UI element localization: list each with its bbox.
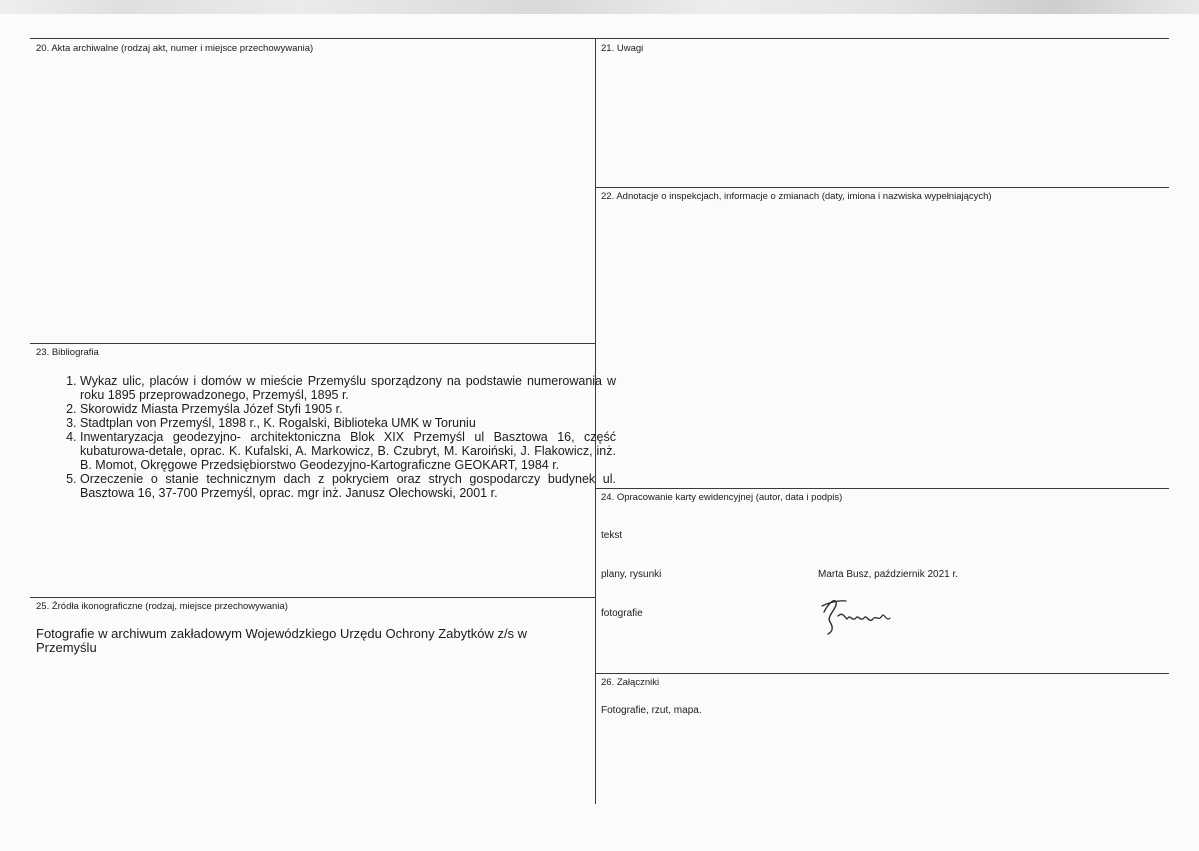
rule-20-23 [30, 343, 595, 344]
iconographic-sources-text: Fotografie w archiwum zakładowym Wojewódzkiego Urzędu Ochrony Zabytków z/s w Przemyślu [36, 626, 528, 655]
scan-shadow [0, 0, 1199, 14]
section-22-label: 22. Adnotacje o inspekcjach, informacje o zmianach (daty, imiona i nazwiska wypełniających) [601, 191, 992, 202]
section-24-label: 24. Opracowanie karty ewidencyjnej (autor, data i podpis) [601, 492, 843, 503]
bibliography-item: 5. Orzeczenie o stanie technicznym dach z pokryciem oraz strych gospodarczy budynek ul. Basztowa 16, 37-700 Przemyśl, oprac. mgr inż. Janusz Olechowski, 2001 r. [80, 472, 616, 500]
tekst-label: tekst [601, 530, 623, 541]
top-rule [30, 38, 1169, 39]
attachments-text: Fotografie, rzut, mapa. [601, 705, 702, 716]
bibliography-item: 3. Stadtplan von Przemyśl, 1898 r., K. Rogalski, Biblioteka UMK w Toruniu [80, 416, 616, 430]
section-26-label: 26. Załączniki [601, 677, 660, 688]
section-25-label: 25. Źródła ikonograficzne (rodzaj, miejsce przechowywania) [36, 601, 288, 612]
section-23-label: 23. Bibliografia [36, 347, 99, 358]
bibliography-item: 4. Inwentaryzacja geodezyjno- architektoniczna Blok XIX Przemyśl ul Basztowa 16, część kubaturowa-detale, oprac. K. Kufalski, A. Markowicz, B. Czubryt, M. Karoiński, J. Flakowicz, inż. B. Momot, Okręgowe Przedsiębiorstwo Geodezyjno-Kartograficzne GEOKART, 1984 r. [80, 430, 616, 472]
rule-24-26 [595, 673, 1169, 674]
section-21-label: 21. Uwagi [601, 43, 644, 54]
section-20-label: 20. Akta archiwalne (rodzaj akt, numer i miejsce przechowywania) [36, 43, 314, 54]
bibliography-item: 2. Skorowidz Miasta Przemyśla Józef Styfi 1905 r. [80, 402, 616, 416]
rule-23-25 [30, 597, 595, 598]
bibliography-item: 1. Wykaz ulic, placów i domów w mieście Przemyślu sporządzony na podstawie numerowania w roku 1895 przeprowadzonego, Przemyśl, 1895 r. [80, 374, 616, 402]
author-date: Marta Busz, październik 2021 r. [818, 569, 959, 580]
bibliography-list [54, 374, 616, 500]
rule-21-22 [595, 187, 1169, 188]
handwritten-signature [818, 592, 894, 636]
plany-label: plany, rysunki [601, 569, 662, 580]
rule-22-24 [595, 488, 1169, 489]
fotografie-label: fotografie [601, 608, 643, 619]
